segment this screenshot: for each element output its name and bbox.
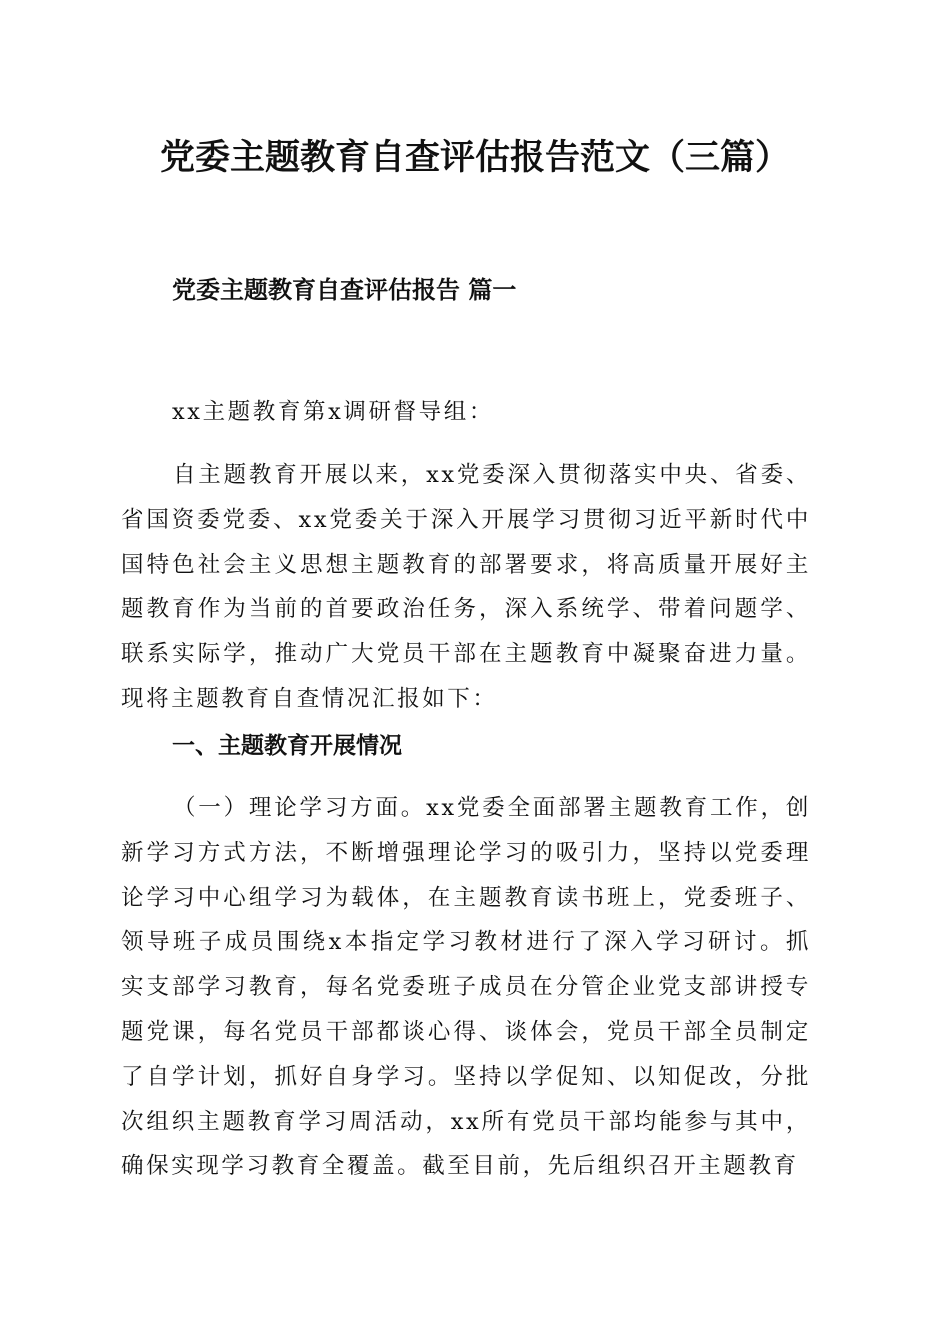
paragraph-theory-study: （一）理论学习方面。xx党委全面部署主题教育工作，创新学习方式方法，不断增强理论学习的吸引力，坚持以党委理论学习中心组学习为载体，在主题教育读书班上，党委班子、领导班子成员围绕x本指定学习教材进行了深入学习研讨。抓实支部学习教育，每名党委班子成员在分管企业党支部讲授专题党课，每名党员干部都谈心得、谈体会，党员干部全员制定了自学计划，抓好自身学习。坚持以学促知、以知促改，分批次组织主题教育学习周活动，xx所有党员干部均能参与其中，确保实现学习教育全覆盖。截至目前，先后组织召开主题教育: [121, 795, 811, 1180]
paragraph-intro: 自主题教育开展以来，xx党委深入贯彻落实中央、省委、省国资委党委、xx党委关于深入开展学习贯彻习近平新时代中国特色社会主义思想主题教育的部署要求，将高质量开展好主题教育作为当前的首要政治任务，深入系统学、带着问题学、联系实际学，推动广大党员干部在主题教育中凝聚奋进力量。现将主题教育自查情况汇报如下：: [121, 462, 811, 712]
body-block-intro: [121, 453, 811, 722]
salutation: xx主题教育第x调研督导组：: [172, 399, 494, 425]
body-block-theory: [121, 786, 811, 1189]
document-title: 党委主题教育自查评估报告范文（三篇）: [159, 138, 790, 178]
section-heading: 党委主题教育自查评估报告 篇一: [172, 276, 517, 304]
subheading-1: 一、主题教育开展情况: [172, 733, 402, 759]
